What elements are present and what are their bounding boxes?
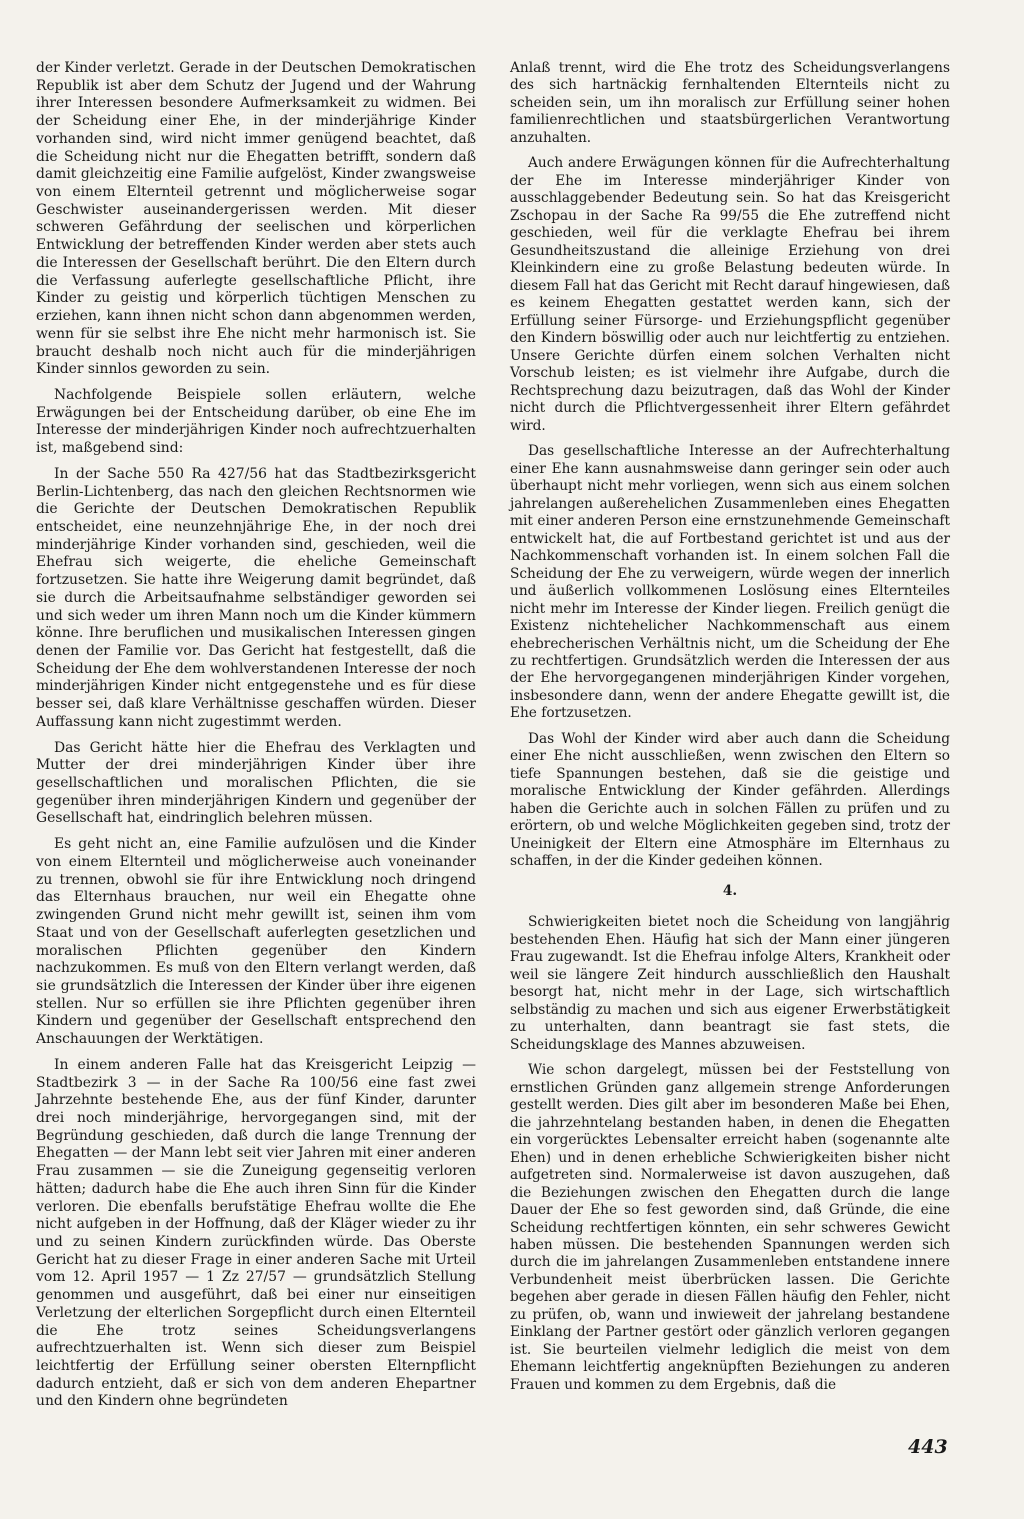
paragraph: Es geht nicht an, eine Familie aufzulösen und die Kinder von einem Elternteil und möglicherweise auch voneinander zu trennen, obwohl sie für ihre Entwicklung noch dringend das Elternhaus brauchen, nur weil ein Ehegatte ohne zwingenden Grund nicht mehr gewillt ist, seinen ihm vom Staat und von der Gesellschaft auferlegten gesetzlichen und moralischen Pflichten gegenüber den Kindern nachzukommen. Es muß von den Eltern verlangt werden, daß sie grundsätzlich die Interessen der Kinder über ihre eigenen stellen. Nur so erfüllen sie ihre Pflichten gegenüber ihren Kindern und gegenüber der Gesellschaft entsprechend den Anschauungen der Werktätigen. [36,836,476,1048]
paragraph: Schwierigkeiten bietet noch die Scheidung von langjährig bestehenden Ehen. Häufig hat sich der Mann einer jüngeren Frau zugewandt. Ist die Ehefrau infolge Alters, Krankheit oder weil sie längere Zeit hindurch ausschließlich den Haushalt besorgt hat, nicht mehr in der Lage, sich wirtschaftlich selbständig zu machen und sich aus eigener Erwerbstätigkeit zu unterhalten, dann beantragt sie fast stets, die Scheidungsklage des Mannes abzuweisen. [510,914,950,1053]
paragraph: der Kinder verletzt. Gerade in der Deutschen Demokratischen Republik ist aber dem Schutz der Jugend und der Wahrung ihrer Interessen besondere Aufmerksamkeit zu widmen. Bei der Scheidung einer Ehe, in der minderjährige Kinder vorhanden sind, wird nicht immer genügend beachtet, daß die Scheidung nicht nur die Ehegatten betrifft, sondern daß damit gleichzeitig eine Familie aufgelöst, Kinder zwangsweise von einem Elternteil getrennt und möglicherweise sogar Geschwister auseinandergerissen werden. Mit dieser schweren Gefährdung der seelischen und körperlichen Entwicklung der betreffenden Kinder werden aber stets auch die Interessen der Gesellschaft berührt. Die den Eltern durch die Verfassung auferlegte gesellschaftliche Pflicht, ihre Kinder zu geistig und körperlich tüchtigen Menschen zu erziehen, kann ihnen nicht schon dann abgenommen werden, wenn für sie selbst ihre Ehe nicht mehr harmonisch ist. Sie braucht deshalb noch nicht auch für die minderjährigen Kinder sinnlos geworden zu sein. [36,60,476,378]
page-number: 443 [908,1436,948,1458]
paragraph: In einem anderen Falle hat das Kreisgericht Leipzig — Stadtbezirk 3 — in der Sache Ra 100/56 eine fast zwei Jahrzehnte bestehende Ehe, aus der fünf Kinder, darunter drei noch minderjährige, hervorgegangen sind, mit der Begründung geschieden, daß durch die lange Trennung der Ehegatten — der Mann lebt seit vier Jahren mit einer anderen Frau zusammen — sie die Zuneigung gegenseitig verloren hätten; dadurch habe die Ehe auch ihren Sinn für die Kinder verloren. Die ebenfalls berufstätige Ehefrau wollte die Ehe nicht aufgeben in der Hoffnung, daß der Kläger wieder zu ihr und zu seinen Kindern zurückfinden würde. Das Oberste Gericht hat zu dieser Frage in einer anderen Sache mit Urteil vom 12. April 1957 — 1 Zz 27/57 — grundsätzlich Stellung genommen und ausgeführt, daß bei einer nur einseitigen Verletzung der elterlichen Sorgepflicht durch einen Elternteil die Ehe trotz seines Scheidungsverlangens aufrechtzuerhalten ist. Wenn sich dieser zum Beispiel leichtfertig der Erfüllung seiner obersten Elternpflicht dadurch entzieht, daß er sich von dem anderen Ehepartner und den Kindern ohne begründeten [36,1056,476,1410]
right-column [510,60,950,1402]
paragraph: Nachfolgende Beispiele sollen erläutern, welche Erwägungen bei der Entscheidung darüber, ob eine Ehe im Interesse der minderjährigen Kinder noch aufrechtzuerhalten ist, maßgebend sind: [36,386,476,457]
paragraph: Das gesellschaftliche Interesse an der Aufrechterhaltung einer Ehe kann ausnahmsweise dann geringer sein oder auch überhaupt nicht mehr vorliegen, wenn sich aus einem solchen jahrelangen außerehelichen Zusammenleben eines Ehegatten mit einer anderen Person eine ernstzunehmende Gemeinschaft entwickelt hat, die auf Fortbestand gerichtet ist und aus der Nachkommenschaft vorhanden ist. In einem solchen Fall die Scheidung der Ehe zu verweigern, würde wegen der innerlich und äußerlich vollkommenen Loslösung eines Elternteiles nicht mehr im Interesse der Kinder liegen. Freilich genügt die Existenz nichtehelicher Nachkommenschaft aus einem ehebrecherischen Verhältnis nicht, um die Scheidung der Ehe zu rechtfertigen. Grundsätzlich werden die Interessen der aus der Ehe hervorgegangenen minderjährigen Kinder vorgehen, insbesondere dann, wenn der andere Ehegatte gewillt ist, die Ehe fortzusetzen. [510,443,950,722]
paragraph: Das Gericht hätte hier die Ehefrau des Verklagten und Mutter der drei minderjährigen Kinder über ihre gesellschaftlichen und moralischen Pflichten, die sie gegenüber ihren minderjährigen Kindern und gegenüber der Gesellschaft hat, eindringlich belehren müssen. [36,739,476,827]
paragraph: Anlaß trennt, wird die Ehe trotz des Scheidungsverlangens des sich hartnäckig fernhaltenden Elternteils nicht zu scheiden sein, um ihn moralisch zur Erfüllung seiner hohen familienrechtlichen und staatsbürgerlichen Verantwortung anzuhalten. [510,60,950,146]
paragraph: Auch andere Erwägungen können für die Aufrechterhaltung der Ehe im Interesse minderjähriger Kinder von ausschlaggebender Bedeutung sein. So hat das Kreisgericht Zschopau in der Sache Ra 99/55 die Ehe zutreffend nicht geschieden, weil für die verklagte Ehefrau bei ihrem Gesundheitszustand die alleinige Erziehung von drei Kleinkindern eine zu große Belastung bedeuten würde. In diesem Fall hat das Gericht mit Recht darauf hingewiesen, daß es keinem Ehegatten gestattet werden kann, sich der Erfüllung seiner Fürsorge- und Erziehungspflicht gegenüber den Kindern böswillig oder auch nur leichtfertig zu entziehen. Unsere Gerichte dürfen einem solchen Verhalten nicht Vorschub leisten; es ist vielmehr ihre Aufgabe, durch die Rechtsprechung dazu beizutragen, daß das Wohl der Kinder nicht durch die Pflichtvergessenheit ihrer Eltern gefährdet wird. [510,155,950,434]
paragraph: Wie schon dargelegt, müssen bei der Feststellung von ernstlichen Gründen ganz allgemein strenge Anforderungen gestellt werden. Dies gilt aber im besonderen Maße bei Ehen, die jahrzehntelang bestanden haben, in denen die Ehegatten ein vorgerücktes Lebensalter erreicht haben (sogenannte alte Ehen) und in denen erhebliche Schwierigkeiten bisher nicht aufgetreten sind. Normalerweise ist davon auszugehen, daß die Beziehungen zwischen den Ehegatten durch die lange Dauer der Ehe so fest geworden sind, daß Gründe, die eine Scheidung rechtfertigen könnten, ein sehr schweres Gewicht haben müssen. Die bestehenden Spannungen werden sich durch die im jahrelangen Zusammenleben entstandene innere Verbundenheit meist überbrücken lassen. Die Gerichte begehen aber gerade in diesen Fällen häufig den Fehler, nicht zu prüfen, ob, wann und inwieweit der jahrelang bestandene Einklang der Partner gestört oder gänzlich verloren gegangen ist. Sie beurteilen vielmehr lediglich die meist von dem Ehemann leichtfertig angeknüpften Beziehungen zu anderen Frauen und kommen zu dem Ergebnis, daß die [510,1062,950,1393]
left-column [36,60,476,1419]
section-number: 4. [722,882,738,899]
paragraph: In der Sache 550 Ra 427/56 hat das Stadtbezirksgericht Berlin-Lichtenberg, das nach den gleichen Rechtsnormen wie die Gerichte der Deutschen Demokratischen Republik entscheidet, eine neunzehnjährige Ehe, in der noch drei minderjährige Kinder vorhanden sind, geschieden, weil die Ehefrau sich weigerte, die eheliche Gemeinschaft fortzusetzen. Sie hatte ihre Weigerung damit begründet, daß sie durch die Arbeitsaufnahme selbständiger geworden sei und sich weder um ihren Mann noch um die Kinder kümmern könne. Ihre beruflichen und musikalischen Interessen gingen denen der Familie vor. Das Gericht hat festgestellt, daß die Scheidung der Ehe dem wohlverstandenen Interesse der noch minderjährigen Kinder nicht entgegenstehe und es für diese besser sei, daß klare Verhältnisse geschaffen würden. Dieser Auffassung kann nicht zugestimmt werden. [36,465,476,730]
paragraph: Das Wohl der Kinder wird aber auch dann die Scheidung einer Ehe nicht ausschließen, wenn zwischen den Eltern so tiefe Spannungen bestehen, daß sie die geistige und moralische Entwicklung der Kinder gefährden. Allerdings haben die Gerichte auch in solchen Fällen zu prüfen und zu erörtern, ob und welche Möglichkeiten gegeben sind, trotz der Uneinigkeit der Eltern eine Atmosphäre im Elternhaus zu schaffen, in der die Kinder gedeihen können. [510,730,950,870]
